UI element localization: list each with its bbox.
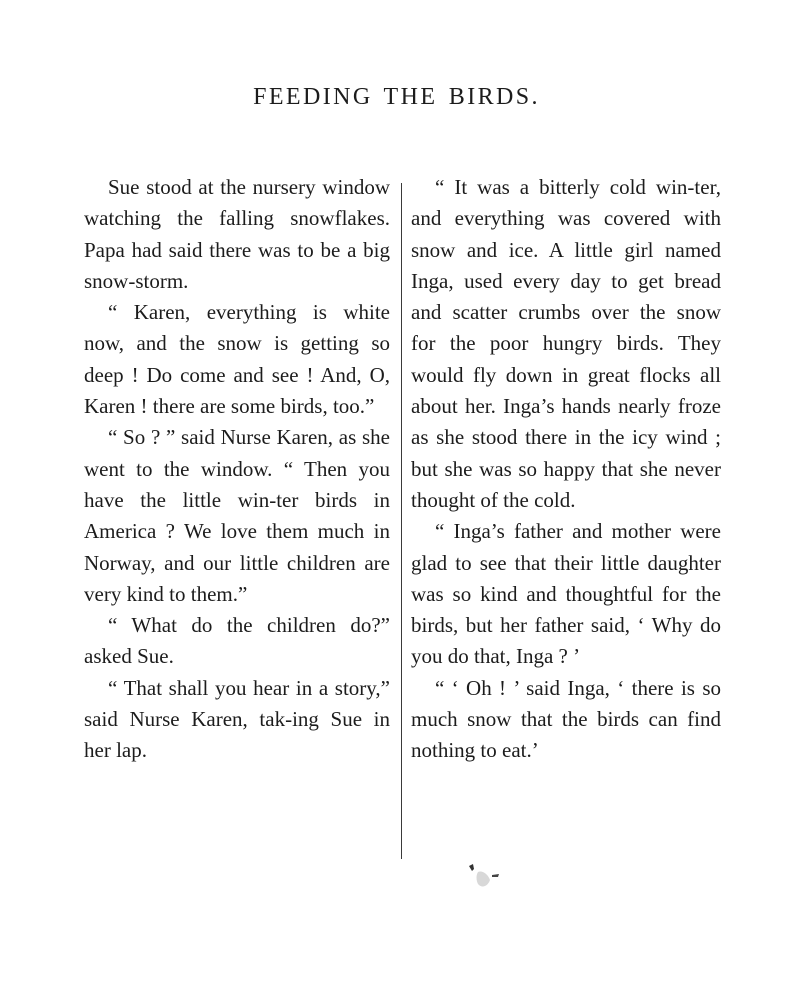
paragraph: “ Karen, everything is white now, and the snow is getting so deep ! Do come and see ! And, O, Karen ! there are some birds, too.” xyxy=(84,300,390,419)
paragraph: “ It was a bitterly cold win-ter, and everything was covered with snow and ice. A little girl named Inga, used every day to get bread and scatter crumbs over the snow for the poor hungry birds. They would fly down in great flocks all about her. Inga’s hands nearly froze as she stood there in the icy wind ; but she was so happy that she never thought of the cold. xyxy=(411,175,721,512)
paragraph: “ Inga’s father and mother were glad to see that their little daughter was so kind and thoughtful for the birds, but her father said, ‘ Why do you do that, Inga ? ’ xyxy=(411,519,721,669)
left-column xyxy=(84,172,390,767)
page-title: FEEDING THE BIRDS. xyxy=(253,84,540,110)
column-divider xyxy=(401,183,402,859)
right-column xyxy=(411,172,721,767)
paragraph: “ So ? ” said Nurse Karen, as she went to the window. “ Then you have the little win-ter birds in America ? We love them much in Norway, and our little children are very kind to them.” xyxy=(84,425,390,606)
paragraph: Sue stood at the nursery window watching the falling snowflakes. Papa had said there was to be a big snow-storm. xyxy=(84,175,390,293)
paragraph: “ That shall you hear in a story,” said Nurse Karen, tak-ing Sue in her lap. xyxy=(84,675,390,763)
paragraph: “ What do the children do?” asked Sue. xyxy=(84,613,390,669)
paragraph: “ ‘ Oh ! ’ said Inga, ‘ there is so much snow that the birds can find nothing to eat.’ xyxy=(411,675,721,763)
ink-speck-mark xyxy=(466,862,500,892)
